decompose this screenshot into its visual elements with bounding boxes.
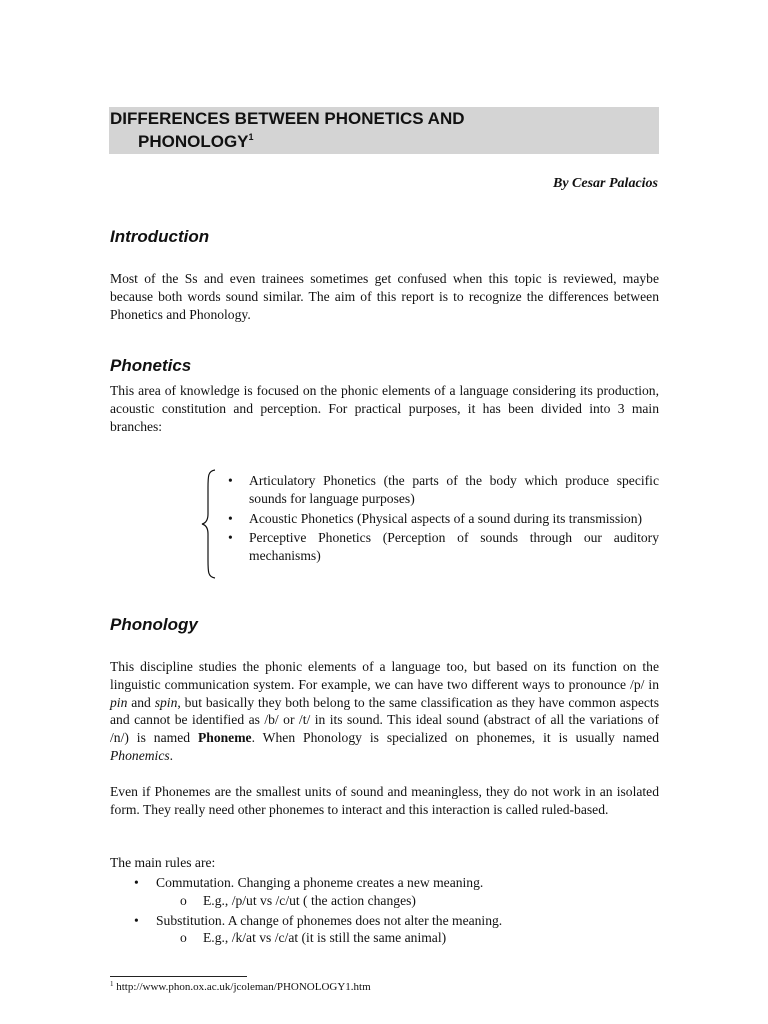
rule-label: Substitution. A change of phonemes does not alter the meaning. bbox=[156, 912, 503, 928]
heading-phonology: Phonology bbox=[110, 615, 198, 634]
title-text: PHONOLOGY bbox=[138, 132, 249, 151]
footnote-ref[interactable]: 1 bbox=[248, 132, 254, 142]
heading-introduction: Introduction bbox=[110, 227, 210, 246]
footnote-divider bbox=[110, 976, 247, 977]
rule-label: Commutation. Changing a phoneme creates a new meaning. bbox=[156, 875, 484, 890]
rules-intro: The main rules are: bbox=[110, 855, 216, 870]
phonology-paragraph-2: Even if Phonemes are the smallest units of sound and meaningless, they do not work in an isolated form. They really need other phonemes to interact and this interaction is called ruled-based. bbox=[110, 784, 659, 817]
rule-example: o E.g., /p/ut vs /c/ut ( the action changes) bbox=[156, 892, 659, 910]
heading-phonetics: Phonetics bbox=[110, 356, 192, 375]
phonetics-paragraph: This area of knowledge is focused on the phonic elements of a language considering its production, acoustic constitution and perception. For practical purposes, it has been divided into 3 main branches: bbox=[110, 383, 659, 434]
list-item: • Articulatory Phonetics (the parts of the body which produce specific sounds for language purposes) bbox=[228, 472, 659, 508]
author-byline: By Cesar Palacios bbox=[553, 176, 658, 191]
curly-brace-icon bbox=[200, 468, 218, 580]
phonology-paragraph-1: This discipline studies the phonic elements of a language too, but based on its function on the linguistic communication system. For example, we can have two different ways to pronounce /p/ in pin and spin, but basically they both belong to the same classification as they have common aspects and cannot be identified as /b/ or /t/ in its sound. This ideal sound (abstract of all the variations of /n/) is named Phoneme. When Phonology is specialized on phonemes, it is usually named Phonemics. bbox=[110, 659, 659, 763]
title-line-1: DIFFERENCES BETWEEN PHONETICS AND bbox=[110, 109, 465, 128]
list-item: • Acoustic Phonetics (Physical aspects of a sound during its transmission) bbox=[228, 510, 659, 528]
title-line-2 bbox=[138, 131, 254, 153]
rules-list bbox=[134, 874, 659, 949]
list-item bbox=[134, 874, 659, 910]
introduction-paragraph: Most of the Ss and even trainees sometimes get confused when this topic is reviewed, maybe because both words sound similar. The aim of this report is to recognize the differences between Phonetics and Phonology. bbox=[110, 271, 659, 322]
rule-example: o E.g., /k/at vs /c/at (it is still the same animal) bbox=[156, 929, 659, 947]
phonetics-branches-list bbox=[228, 472, 659, 567]
list-item bbox=[134, 912, 659, 948]
footnote-mark: 1 bbox=[110, 980, 114, 988]
footnote bbox=[110, 981, 371, 993]
document-title bbox=[109, 107, 659, 154]
list-item: • Perceptive Phonetics (Perception of sounds through our auditory mechanisms) bbox=[228, 529, 659, 565]
footnote-link[interactable]: http://www.phon.ox.ac.uk/jcoleman/PHONOLOGY1.htm bbox=[113, 981, 371, 993]
